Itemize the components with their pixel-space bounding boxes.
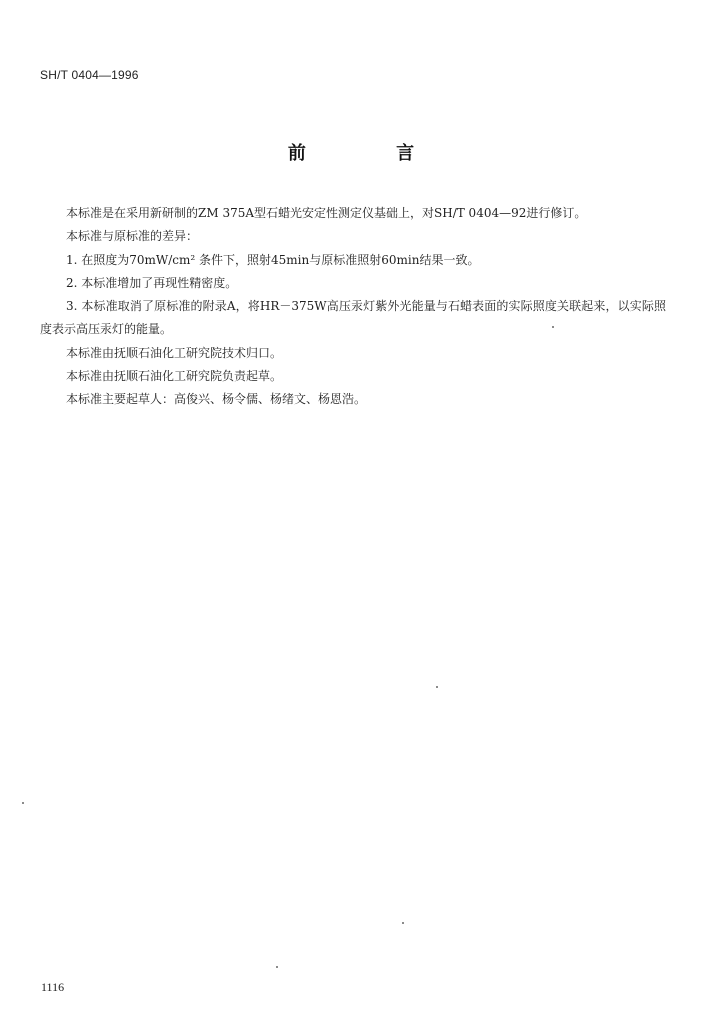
- paragraph-difference-2: 2. 本标准增加了再现性精密度。: [66, 275, 238, 290]
- scan-speck: [402, 922, 404, 924]
- paragraph-revision-basis: 本标准是在采用新研制的ZM 375A型石蜡光安定性测定仪基础上，对SH/T 0404—92进行修订。: [66, 206, 587, 220]
- paragraph-main-drafters: 本标准主要起草人：高俊兴、杨令儒、杨绪文、杨恩浩。: [66, 392, 367, 407]
- paragraph-technical-responsibility: 本标准由抚顺石油化工研究院技术归口。: [66, 345, 283, 360]
- paragraph-differences-intro: 本标准与原标准的差异：: [66, 229, 199, 244]
- standard-code: SH/T 0404—1996: [40, 68, 139, 82]
- preface-body: [40, 202, 666, 412]
- paragraph-difference-1: 1. 在照度为70mW/cm² 条件下，照射45min与原标准照射60min结果一致。: [66, 252, 480, 267]
- scan-speck: [552, 326, 554, 328]
- scan-speck: [276, 966, 278, 968]
- page-number: 1116: [41, 980, 65, 994]
- scan-speck: [436, 686, 438, 688]
- paragraph-difference-3: 3. 本标准取消了原标准的附录A，将HR－375W高压汞灯紫外光能量与石蜡表面的实际照度关联起来，以实际照度表示高压汞灯的能量。: [40, 299, 666, 337]
- scan-speck: [22, 802, 24, 804]
- paragraph-drafting-organization: 本标准由抚顺石油化工研究院负责起草。: [66, 369, 283, 384]
- page-title: 前 言: [287, 143, 457, 164]
